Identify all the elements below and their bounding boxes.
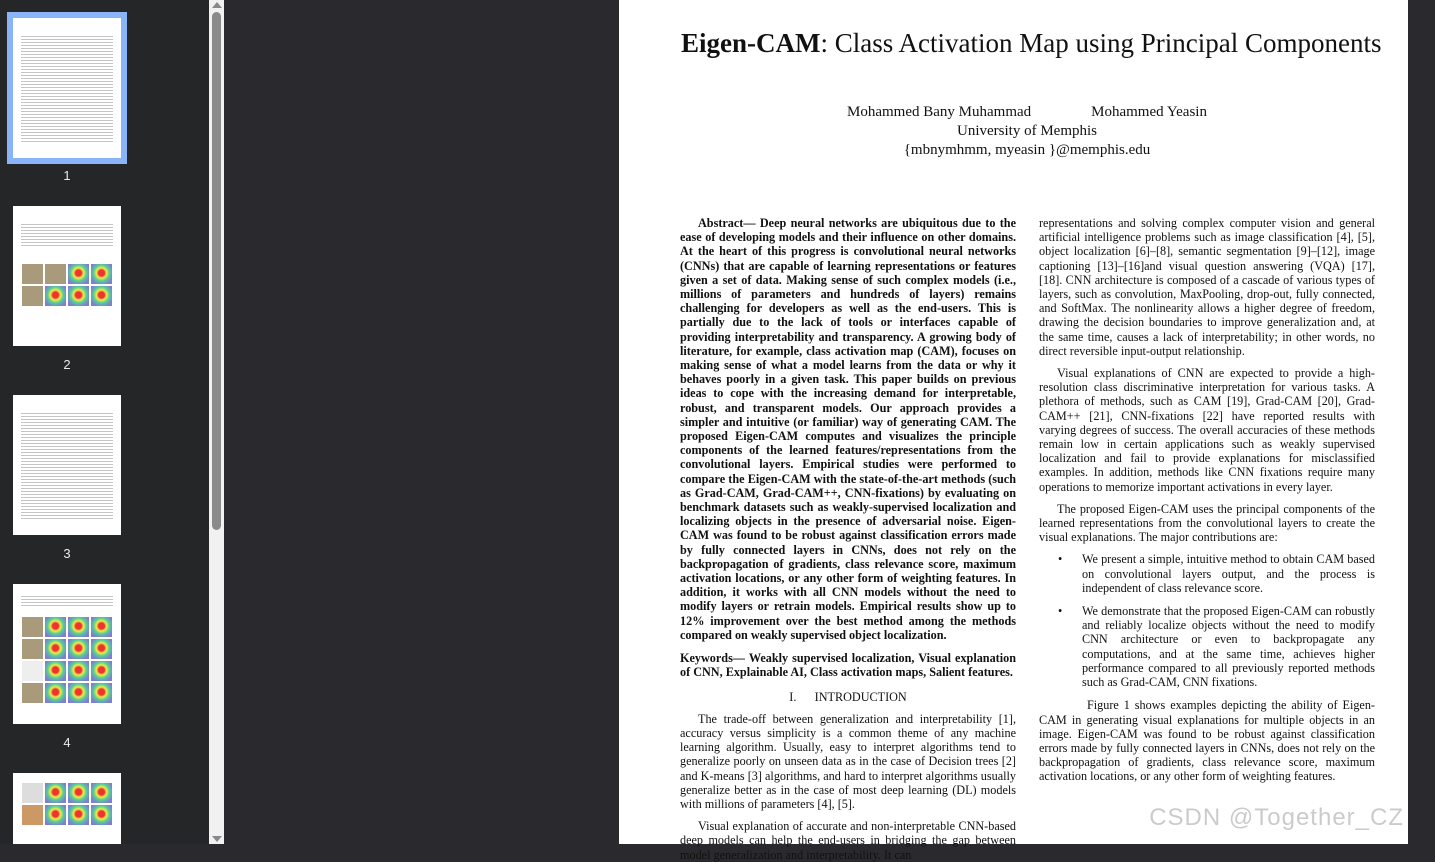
section-heading: I. INTRODUCTION <box>789 689 907 704</box>
author-1: Mohammed Bany Muhammad <box>847 104 1032 120</box>
list-item: • We present a simple, intuitive method to obtain CAM based on convolutional layers output, and the process is independent of class relevance score. <box>1039 552 1375 595</box>
paragraph: representations and solving complex computer vision and general artificial intelligence problems such as image classification [4], [5], object localization [6]–[8], semantic segmentation [9]–[12], image captioning [13]–[16]and visual question answering (VQA) [17], [18]. CNN architecture is composed of a cascade of various types of layers, such as convolution, MaxPooling, drop-out, fully connected, and SoftMax. The nonlinearity allows a higher degree of freedom, drawing the decision boundaries to improve generalization and, at the same time, causes a lack of interpretability; in other words, no direct reversible input-output relationship. <box>1039 216 1375 358</box>
viewer-background <box>224 0 619 844</box>
thumbnail-figure <box>22 264 112 306</box>
paragraph: Figure 1 shows examples depicting the ability of Eigen-CAM in generating visual explanations for multiple objects in an image. Eigen-CAM was found to be robust against classification errors made by fully connected layers in CNNs, does not rely on the backpropagation of gradients, class relevance score, maximum activation locations, or any other form of weighting features. <box>1039 698 1375 784</box>
thumbnail-preview <box>21 596 113 606</box>
page-thumbnail-4[interactable] <box>13 584 121 724</box>
scroll-down-arrow-icon[interactable] <box>212 836 222 842</box>
page-number-label: 2 <box>63 357 71 372</box>
page-thumbnail-2[interactable] <box>13 206 121 346</box>
scrollbar-thumb[interactable] <box>212 12 221 530</box>
paragraph: The proposed Eigen-CAM uses the principal components of the learned representations from the convolutional layers to create the visual explanations. The major contributions are: <box>1039 501 1375 545</box>
page-thumbnail-3[interactable] <box>13 395 121 535</box>
paragraph: The trade-off between generalization and interpretability [1], accuracy versus simplicity is a common theme of any machine learning algorithm. Usually, easy to interpret algorithms tend to generalize poorly on unseen data as in the case of Decision trees [2] and K-means [3] algorithms, and hard to interpret algorithms usually generalize better as in the case of most deep learning (DL) models with millions of parameters [4], [5]. <box>680 711 1016 811</box>
page-number-label: 4 <box>63 735 71 750</box>
email: {mbnymhmm, myeasin }@memphis.edu <box>903 142 1151 158</box>
page-thumbnail-5[interactable] <box>13 773 121 844</box>
contributions-list <box>1039 552 1375 689</box>
keywords: Keywords— Weakly supervised localization, Visual explanation of CNN, Explainable AI, Class activation maps, Salient features. <box>680 651 1016 680</box>
left-column <box>680 216 1016 862</box>
authors <box>619 104 1435 121</box>
abstract: Abstract— Deep neural networks are ubiquitous due to the ease of developing models and their influence on other domains. At the heart of this progress is convolutional neural networks (CNNs) that are capable of learning representations or features given a set of data. Making sense of such complex models (i.e., millions of parameters and hundreds of layers) remains challenging for developers as well as the end-users. This is partially due to the lack of tools or interfaces capable of providing interpretability and transparency. A growing body of literature, for example, class activation map (CAM), focuses on making sense of what a model learns from the data or why it behaves poorly in a given task. This paper builds on previous ideas to cope with the increasing demand for interpretable, robust, and transparent models. Our approach provides a simpler and intuitive (or familiar) way of generating CAM. The proposed Eigen-CAM computes and visualizes the principle components of the learned features/representations from the convolutional layers. Empirical studies were performed to compare the Eigen-CAM with the state-of-the-art methods (such as Grad-CAM, Grad-CAM++, CNN-fixations) by evaluating on benchmark datasets such as weakly-supervised localization and localizing objects in the presence of adversarial noise. Eigen-CAM was found to be robust against classification errors made by fully connected layers in CNNs, does not rely on the backpropagation of gradients, class relevance score, maximum activation locations, or any other form of weighting features. In addition, it works with all CNN models without the need to modify layers or retrain models. Empirical results show up to 12% improvement over the best method among the methods compared on weakly supervised object localization. <box>680 216 1016 642</box>
thumbnail-preview <box>21 36 113 144</box>
title-rest: : Class Activation Map using Principal Components <box>820 28 1382 58</box>
pdf-page <box>619 0 1408 862</box>
paragraph: Visual explanation of accurate and non-interpretable CNN-based deep models can help the end-users in bridging the gap between model generalization and interpretability. It can <box>680 819 1016 862</box>
thumbnail-sidebar <box>0 0 209 844</box>
watermark: CSDN @Together_CZ <box>1149 804 1404 831</box>
title-bold: Eigen-CAM <box>681 28 821 58</box>
paper-title <box>619 28 1408 59</box>
sidebar-scrollbar[interactable] <box>209 0 224 844</box>
page-number-label: 3 <box>63 546 71 561</box>
page-thumbnail-1[interactable] <box>7 12 127 164</box>
right-column <box>1039 216 1375 784</box>
paragraph: Visual explanations of CNN are expected to provide a high-resolution class discriminative interpretation for various tasks. A plethora of methods, such as CAM [19], Grad-CAM [20], Grad-CAM++ [21], CNN-fixations [22] have reported results with varying degrees of success. The overall accuracies of these methods remain low in certain applications such as weakly supervised localization and fail to provide explanations for misclassified examples. In addition, methods like CNN fixations require many operations to memorize important activations in every layer. <box>1039 366 1375 494</box>
thumbnail-preview <box>21 224 113 246</box>
author-2: Mohammed Yeasin <box>1091 104 1207 120</box>
thumbnail-figure <box>22 617 112 703</box>
thumbnail-preview <box>21 413 113 521</box>
page-number-label: 1 <box>63 168 71 183</box>
scroll-up-arrow-icon[interactable] <box>212 2 222 8</box>
list-item: • We demonstrate that the proposed Eigen-CAM can robustly and reliably localize objects without the need to modify CNN architecture or even to backpropagate any computations, and at the same time, achieves higher performance compared to all previously reported methods such as Grad-CAM, CNN fixations. <box>1039 604 1375 689</box>
affiliation: University of Memphis <box>957 123 1097 139</box>
thumbnail-figure <box>22 783 112 825</box>
